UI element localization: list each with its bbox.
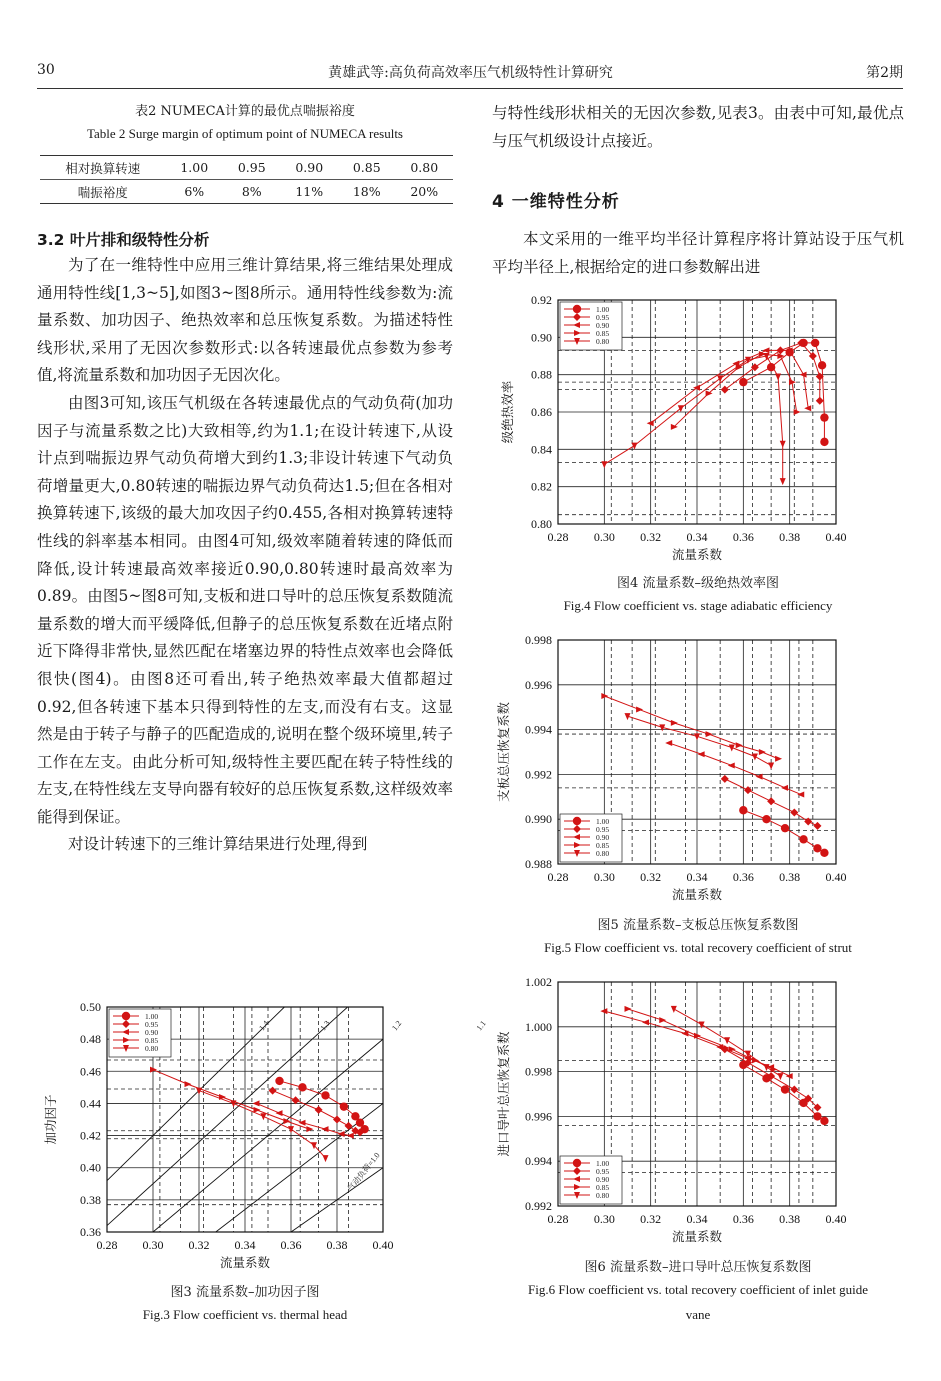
data-point <box>781 824 789 832</box>
right-column-text <box>492 226 904 281</box>
x-axis-label: 流量系数 <box>671 1230 723 1244</box>
y-tick-label: 0.42 <box>80 1128 101 1143</box>
legend-label: 1.00 <box>596 1159 610 1168</box>
data-point <box>813 1112 821 1120</box>
legend-label: 0.90 <box>596 1175 610 1184</box>
table-cell: 1.00 <box>180 160 209 175</box>
data-point <box>275 1077 283 1085</box>
data-point <box>601 693 608 699</box>
data-point <box>678 405 684 412</box>
table2-title-cn: 表2 NUMECA计算的最优点喘振裕度 <box>135 104 355 119</box>
data-point <box>269 1087 277 1095</box>
data-point <box>671 1006 677 1013</box>
y-axis-label: 加功因子 <box>44 1094 58 1145</box>
x-tick-label: 0.34 <box>686 1212 708 1226</box>
y-tick-label: 0.998 <box>525 633 552 647</box>
data-point <box>288 1126 294 1133</box>
page-number: 30 <box>37 62 55 78</box>
left-column-text <box>37 252 453 859</box>
data-point <box>818 361 826 369</box>
data-point <box>762 815 770 823</box>
paragraph: 对设计转速下的三维计算结果进行处理,得到 <box>68 835 368 854</box>
x-tick-label: 0.34 <box>686 870 708 884</box>
fig4-caption-en: Fig.4 Flow coefficient vs. stage adiabatic efficiency <box>563 598 833 613</box>
data-point <box>698 751 705 757</box>
legend-label: 0.85 <box>145 1036 159 1045</box>
fig5-caption-cn: 图5 流量系数–支板总压恢复系数图 <box>597 918 799 933</box>
data-point <box>699 1022 705 1029</box>
right-column-text-top <box>492 100 904 155</box>
y-tick-label: 0.40 <box>80 1160 101 1175</box>
series-0.80 <box>625 713 775 769</box>
data-point <box>763 347 770 353</box>
load-line-label: 1.1 <box>474 1018 488 1033</box>
data-point <box>777 1073 783 1080</box>
fig5-caption-en: Fig.5 Flow coefficient vs. total recovery coefficient of strut <box>544 940 852 955</box>
data-point <box>642 1019 649 1025</box>
data-point <box>794 409 801 415</box>
x-tick-label: 0.36 <box>280 1238 302 1252</box>
legend-marker <box>122 1012 130 1020</box>
data-point <box>600 1008 607 1014</box>
y-tick-label: 0.36 <box>80 1225 101 1239</box>
data-point <box>647 420 654 426</box>
series-line <box>669 743 801 795</box>
table-cell: 20% <box>410 184 439 199</box>
fig3-caption-cn: 图3 流量系数–加功因子图 <box>170 1285 320 1300</box>
y-tick-label: 0.90 <box>531 330 552 345</box>
data-point <box>744 786 752 794</box>
legend-label: 1.00 <box>596 817 610 826</box>
legend <box>560 302 622 350</box>
x-tick-label: 0.40 <box>825 530 847 544</box>
legend-marker <box>573 817 581 825</box>
y-tick-label: 0.994 <box>525 1154 552 1169</box>
y-tick-label: 0.996 <box>525 677 552 692</box>
data-point <box>781 1085 789 1093</box>
issue-number: 第2期 <box>866 65 903 81</box>
data-point <box>816 397 824 405</box>
data-point <box>185 1081 192 1087</box>
x-tick-label: 0.28 <box>96 1238 118 1252</box>
y-tick-label: 0.86 <box>531 405 552 419</box>
x-tick-label: 0.40 <box>825 1212 847 1226</box>
y-tick-label: 0.88 <box>531 367 552 382</box>
data-point <box>775 374 781 381</box>
data-point <box>292 1096 300 1104</box>
series-0.80 <box>671 1006 784 1080</box>
data-point <box>347 1133 354 1139</box>
fig3-caption-en: Fig.3 Flow coefficient vs. thermal head <box>142 1307 348 1322</box>
data-point <box>780 441 786 448</box>
data-point <box>781 785 788 791</box>
data-point <box>797 792 804 798</box>
legend <box>560 814 622 862</box>
x-tick-label: 0.36 <box>732 1212 754 1226</box>
data-point <box>706 731 713 737</box>
data-point <box>813 844 821 852</box>
data-point <box>299 1120 306 1126</box>
data-point <box>333 1116 341 1124</box>
y-tick-label: 0.84 <box>531 442 552 457</box>
fig4-chart <box>492 286 904 566</box>
data-point <box>820 438 828 446</box>
data-point <box>820 413 828 421</box>
y-tick-label: 0.988 <box>525 857 552 871</box>
paragraph: 由图3可知,该压气机级在各转速最优点的气动负荷(加功因子与流量系数之比)大致相等,约为1.1;在设计转速下,从设计点到喘振边界气动负荷增大到约1.3;非设计转速下气动负荷增量更大,0.80转速的喘振边界气动负荷达1.5;但在各相对换算转速下,该级的最大加攻因子约0.455,各相对换算转速特性线的斜率基本相同。由图4可知,级效率随着转速的降低而降低,设计转速最高效率接近0.90,0.80转速时最高效率为0.89。由图5~图8可知,支板和进口导叶的总压恢复系数随流量系数的增大而平缓降低,但静子的总压恢复系数在近堵点附近下降得非常快,显然匹配在堵塞边界的特性点效率也会降低很快(图4)。由图8还可看出,转子绝热效率最大值都超过0.92,但各转速下基本只得到特性的左支,而没有右支。这显然是由于转子与静子的匹配造成的,说明在整个级环境里,转子工作在左支。由此分析可知,级特性主要匹配在转子特性线的左支,在特性线左支导向器有较好的总压恢复系数,这样级效率能得到保证。 <box>37 393 453 826</box>
x-tick-label: 0.36 <box>732 530 754 544</box>
series-line <box>674 354 797 427</box>
fig6-caption-en-2: vane <box>685 1307 711 1322</box>
legend <box>560 1156 622 1204</box>
data-point <box>323 1155 329 1162</box>
legend-marker <box>573 1159 581 1167</box>
fig6-chart <box>492 968 904 1250</box>
series-0.85 <box>150 1067 313 1132</box>
data-point <box>298 1083 306 1091</box>
fig6-caption-cn: 图6 流量系数–进口导叶总压恢复系数图 <box>584 1260 812 1275</box>
y-tick-label: 0.990 <box>525 812 552 827</box>
data-point <box>739 378 747 386</box>
data-point <box>813 822 821 830</box>
x-axis-label: 流量系数 <box>219 1256 271 1270</box>
legend-label: 0.85 <box>596 841 610 850</box>
table-cell: 0.80 <box>410 160 439 175</box>
section-heading-3-2: 3.2 叶片排和级特性分析 <box>37 231 210 249</box>
legend-label: 0.95 <box>596 825 610 834</box>
y-tick-label: 0.82 <box>531 479 552 494</box>
legend-label: 0.80 <box>596 337 610 346</box>
load-line-label: 1.3 <box>318 1018 332 1033</box>
data-point <box>321 1091 329 1099</box>
legend-label: 1.00 <box>596 305 610 314</box>
y-tick-label: 0.38 <box>80 1192 101 1207</box>
x-tick-label: 0.30 <box>593 530 615 544</box>
x-tick-label: 0.38 <box>779 870 801 884</box>
data-point <box>322 1126 329 1132</box>
load-line-label: 1.4 <box>257 1018 271 1033</box>
series-line <box>280 1081 365 1129</box>
data-point <box>276 1110 283 1116</box>
data-point <box>724 1037 730 1044</box>
data-point <box>790 1086 798 1094</box>
legend-label: 0.90 <box>596 833 610 842</box>
x-tick-label: 0.32 <box>640 870 662 884</box>
y-tick-label: 0.44 <box>80 1096 101 1111</box>
x-tick-label: 0.30 <box>593 1212 615 1226</box>
data-point <box>315 1106 323 1114</box>
header-rule <box>37 88 903 89</box>
table-cell: 8% <box>241 184 262 199</box>
legend-label: 0.80 <box>145 1044 159 1053</box>
x-tick-label: 0.34 <box>686 530 708 544</box>
x-tick-label: 0.40 <box>372 1238 394 1252</box>
y-tick-label: 0.48 <box>80 1032 101 1047</box>
data-point <box>736 742 743 748</box>
y-tick-label: 0.992 <box>525 1199 552 1213</box>
data-point <box>306 1126 313 1132</box>
data-point <box>150 1067 157 1073</box>
fig5-chart <box>492 626 904 908</box>
x-tick-label: 0.28 <box>547 870 569 884</box>
x-tick-label: 0.38 <box>326 1238 348 1252</box>
table2 <box>40 155 453 204</box>
table-cell: 11% <box>295 184 324 199</box>
load-line-label: 1.2 <box>390 1018 404 1033</box>
legend-label: 0.85 <box>596 329 610 338</box>
paragraph: 本文采用的一维平均半径计算程序将计算站设于压气机平均半径上,根据给定的进口参数解出进 <box>492 230 904 276</box>
y-tick-label: 0.994 <box>525 722 552 737</box>
data-point <box>768 762 774 769</box>
paragraph: 与特性线形状相关的无因次参数,见表3。由表中可知,最优点与压气机级设计点接近。 <box>492 104 904 150</box>
y-axis-label: 进口导叶总压恢复系数 <box>497 1031 511 1157</box>
load-line <box>153 1007 421 1232</box>
x-tick-label: 0.32 <box>640 1212 662 1226</box>
data-point <box>800 372 807 378</box>
data-point <box>659 1017 666 1023</box>
data-point <box>636 706 643 712</box>
y-tick-label: 1.002 <box>525 975 552 989</box>
y-tick-label: 0.996 <box>525 1109 552 1124</box>
x-tick-label: 0.32 <box>640 530 662 544</box>
y-tick-label: 0.998 <box>525 1064 552 1079</box>
y-tick-label: 0.46 <box>80 1064 101 1079</box>
table-cell: 0.85 <box>352 160 381 175</box>
series-0.90 <box>600 1008 792 1079</box>
fig3-chart <box>37 995 488 1275</box>
series-0.85 <box>601 693 782 762</box>
legend-label: 0.80 <box>596 849 610 858</box>
data-point <box>739 806 747 814</box>
y-tick-label: 0.80 <box>531 517 552 531</box>
data-point <box>799 835 807 843</box>
table-cell: 0.95 <box>237 160 266 175</box>
table-cell: 18% <box>352 184 381 199</box>
series-line <box>604 696 778 759</box>
x-axis-label: 流量系数 <box>671 548 723 562</box>
legend-label: 0.95 <box>596 313 610 322</box>
table2-title-en: Table 2 Surge margin of optimum point of NUMECA results <box>86 126 403 141</box>
x-tick-label: 0.30 <box>593 870 615 884</box>
y-tick-label: 1.000 <box>525 1019 552 1034</box>
legend-label: 0.90 <box>596 321 610 330</box>
legend-label: 1.00 <box>145 1012 159 1021</box>
data-point <box>811 339 819 347</box>
data-point <box>665 740 672 746</box>
x-tick-label: 0.36 <box>732 870 754 884</box>
data-point <box>786 1073 793 1079</box>
data-point <box>751 363 759 371</box>
data-point <box>775 756 782 762</box>
x-tick-label: 0.30 <box>142 1238 164 1252</box>
data-point <box>625 1006 632 1012</box>
data-point <box>601 461 607 468</box>
table-row-label: 相对换算转速 <box>65 160 141 176</box>
x-tick-label: 0.34 <box>234 1238 256 1252</box>
series-line <box>628 716 772 765</box>
legend-marker <box>573 305 581 313</box>
legend-label: 0.95 <box>596 1167 610 1176</box>
x-tick-label: 0.32 <box>188 1238 210 1252</box>
load-line-label: 气动负荷=1.0 <box>345 1150 382 1194</box>
series-0.80 <box>601 353 785 485</box>
paragraph: 为了在一维特性中应用三维计算结果,将三维结果处理成通用特性线[1,3~5],如图3~图8所示。通用特性线参数为:流量系数、加功因子、绝热效率和总压恢复系数。为描述特性线形状,采用了无因次参数形式:以各转速最优点参数为参考值,将流量系数和加功因子无因次化。 <box>37 256 453 385</box>
running-title: 黄雄武等:高负荷高效率压气机级特性计算研究 <box>328 65 613 81</box>
legend-label: 0.85 <box>596 1183 610 1192</box>
y-axis-label: 级绝热效率 <box>501 380 515 444</box>
table-cell: 0.90 <box>295 160 324 175</box>
data-point <box>340 1102 348 1110</box>
x-tick-label: 0.28 <box>547 1212 569 1226</box>
table-cell: 6% <box>184 184 205 199</box>
y-axis-label: 支板总压恢复系数 <box>497 701 511 803</box>
data-point <box>804 817 812 825</box>
data-point <box>820 849 828 857</box>
data-point <box>721 386 729 394</box>
section-heading-4: 4 一维特性分析 <box>492 192 620 212</box>
x-tick-label: 0.40 <box>825 870 847 884</box>
x-tick-label: 0.38 <box>779 1212 801 1226</box>
data-point <box>780 478 786 485</box>
data-point <box>790 808 798 816</box>
data-point <box>759 749 766 755</box>
data-point <box>820 1117 828 1125</box>
fig4-caption-cn: 图4 流量系数–级绝热效率图 <box>617 576 779 591</box>
y-tick-label: 0.50 <box>80 1000 101 1014</box>
data-point <box>671 720 678 726</box>
legend-label: 0.80 <box>596 1191 610 1200</box>
y-tick-label: 0.92 <box>531 293 552 307</box>
x-tick-label: 0.38 <box>779 530 801 544</box>
data-point <box>767 797 775 805</box>
legend-label: 0.90 <box>145 1028 159 1037</box>
data-point <box>721 775 729 783</box>
legend <box>109 1009 171 1057</box>
data-point <box>345 1122 353 1130</box>
table-row-label: 喘振裕度 <box>77 184 128 200</box>
data-point <box>253 1100 260 1106</box>
fig6-caption-en: Fig.6 Flow coefficient vs. total recovery coefficient of inlet guide <box>528 1282 868 1297</box>
x-tick-label: 0.28 <box>547 530 569 544</box>
legend-label: 0.95 <box>145 1020 159 1029</box>
data-point <box>671 424 678 430</box>
data-point <box>283 1118 290 1124</box>
series-0.95 <box>721 339 824 405</box>
y-tick-label: 0.992 <box>525 767 552 782</box>
x-axis-label: 流量系数 <box>671 888 723 902</box>
data-point <box>728 762 735 768</box>
